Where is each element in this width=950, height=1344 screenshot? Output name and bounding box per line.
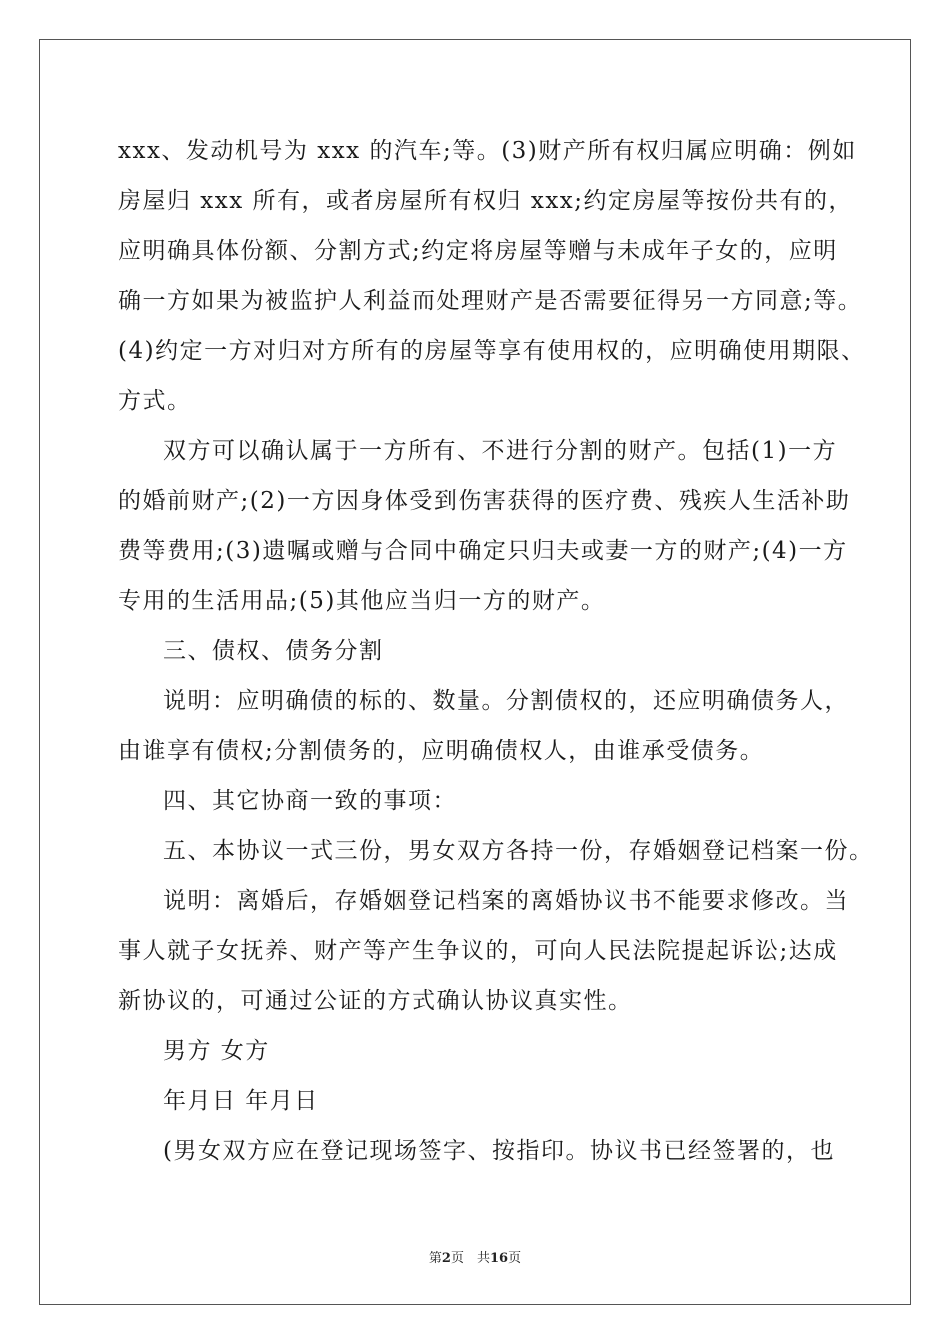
total-pages-number: 16	[489, 1251, 509, 1266]
body-line: 方式。	[118, 388, 192, 414]
body-line: xxx、发动机号为 xxx 的汽车;等。(3)财产所有权归属应明确：例如	[118, 138, 857, 164]
body-line: 事人就子女抚养、财产等产生争议的，可向人民法院提起诉讼;达成	[118, 938, 838, 964]
body-line: 确一方如果为被监护人利益而处理财产是否需要征得另一方同意;等。	[118, 288, 863, 314]
body-line: (4)约定一方对归对方所有的房屋等享有使用权的，应明确使用期限、	[118, 338, 866, 364]
page-footer	[0, 1247, 950, 1266]
body-line: 的婚前财产;(2)一方因身体受到伤害获得的医疗费、残疾人生活补助	[118, 488, 851, 514]
section-heading: 五、本协议一式三份，男女双方各持一份，存婚姻登记档案一份。	[163, 838, 874, 864]
signature-line: 男方 女方	[163, 1038, 270, 1064]
body-line: 由谁享有债权;分割债务的，应明确债权人，由谁承受债务。	[118, 738, 765, 764]
footer-prefix: 第	[428, 1251, 442, 1266]
current-page-number: 2	[441, 1251, 451, 1266]
body-line: 新协议的，可通过公证的方式确认协议真实性。	[118, 988, 633, 1014]
section-heading: 四、其它协商一致的事项：	[163, 788, 457, 814]
footer-suffix: 页	[508, 1251, 522, 1266]
footer-middle: 页 共	[450, 1251, 490, 1266]
paragraph-start: (男女双方应在登记现场签字、按指印。协议书已经签署的，也	[163, 1138, 835, 1164]
paragraph-start: 双方可以确认属于一方所有、不进行分割的财产。包括(1)一方	[163, 438, 838, 464]
paragraph-start: 说明：应明确债的标的、数量。分割债权的，还应明确债务人，	[163, 688, 849, 714]
paragraph-start: 说明：离婚后，存婚姻登记档案的离婚协议书不能要求修改。当	[163, 888, 849, 914]
date-line: 年月日 年月日	[163, 1088, 319, 1114]
body-line: 房屋归 xxx 所有，或者房屋所有权归 xxx;约定房屋等按份共有的，	[118, 188, 854, 214]
body-line: 费等费用;(3)遗嘱或赠与合同中确定只归夫或妻一方的财产;(4)一方	[118, 538, 848, 564]
body-line: 专用的生活用品;(5)其他应当归一方的财产。	[118, 588, 606, 614]
body-line: 应明确具体份额、分割方式;约定将房屋等赠与未成年子女的，应明	[118, 238, 838, 264]
section-heading: 三、债权、债务分割	[163, 638, 384, 664]
